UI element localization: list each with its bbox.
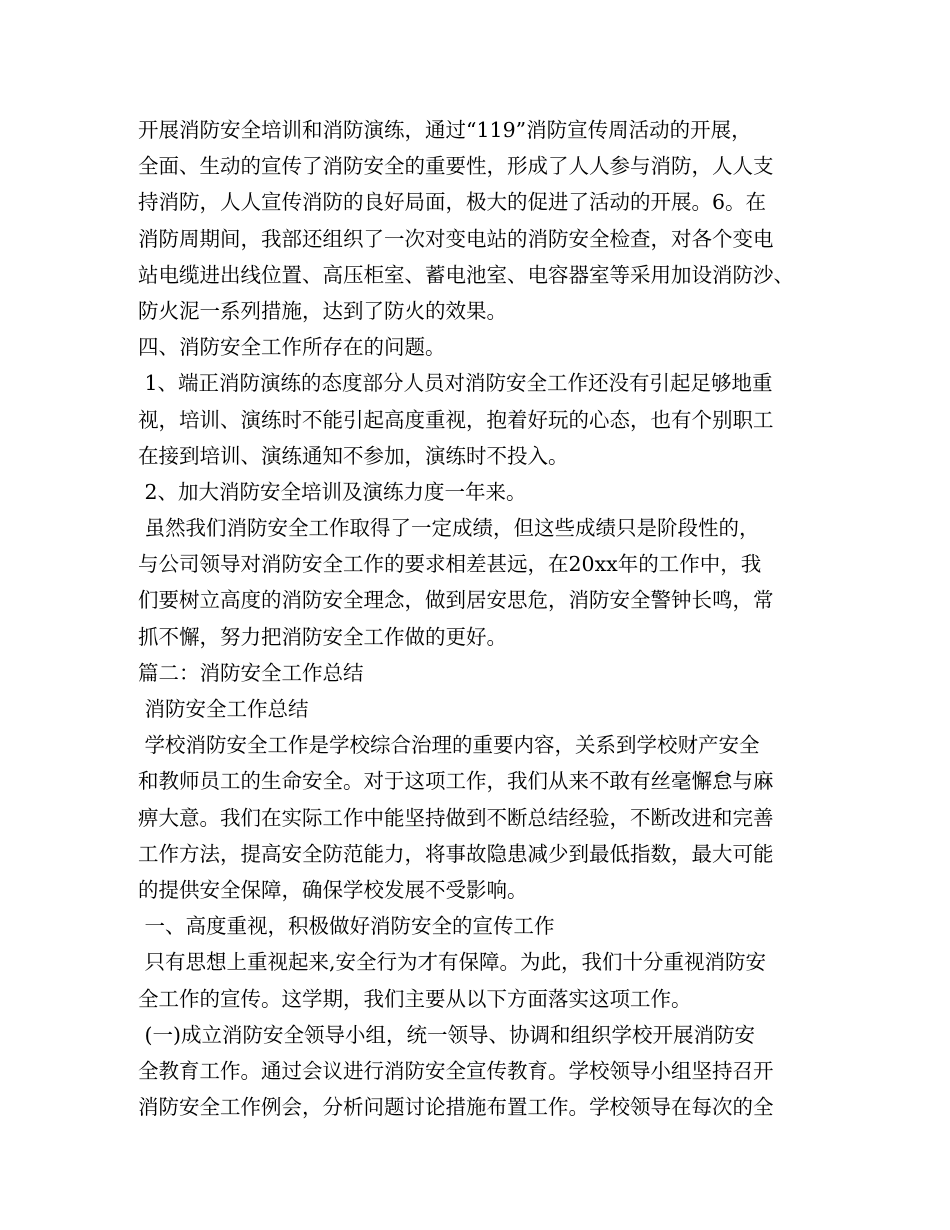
text-line-15: 抓不懈，努力把消防安全工作做的更好。	[138, 624, 507, 649]
text-line-14: 们要树立高度的消防安全理念，做到居安思危，消防安全警钟长鸣，常	[138, 588, 774, 613]
text-line-21: 工作方法，提高安全防范能力，将事故隐患减少到最低指数，最大可能	[138, 841, 774, 866]
text-line-5: 站电缆进出线位置、高压柜室、蓄电池室、电容器室等采用加设消防沙、	[138, 262, 794, 287]
document-page	[138, 112, 838, 1125]
chapter-title: 消防安全工作总结	[138, 697, 309, 721]
text-line-4: 消防周期间，我部还组织了一次对变电站的消防安全检查，对各个变电	[138, 226, 774, 251]
text-line-2: 全面、生动的宣传了消防安全的重要性，形成了人人参与消防，人人支	[138, 154, 774, 179]
text-line-9: 视，培训、演练时不能引起高度重视，抱着好玩的心态，也有个别职工	[138, 407, 774, 432]
text-line-10: 在接到培训、演练通知不参加，演练时不投入。	[138, 443, 569, 468]
text-line-18: 学校消防安全工作是学校综合治理的重要内容，关系到学校财产安全	[138, 733, 760, 758]
section-heading-publicity: 一、高度重视，积极做好消防安全的宣传工作	[138, 914, 555, 939]
text-line-22: 的提供安全保障，确保学校发展不受影响。	[138, 877, 528, 902]
text-line-24: 只有思想上重视起来,安全行为才有保障。为此，我们十分重视消防安	[138, 950, 767, 975]
text-line-13: 与公司领导对消防安全工作的要求相差甚远，在20xx年的工作中，我	[138, 552, 762, 577]
text-line-25: 全工作的宣传。这学期，我们主要从以下方面落实这项工作。	[138, 986, 692, 1011]
text-line-20: 痹大意。我们在实际工作中能坚持做到不断总结经验，不断改进和完善	[138, 805, 774, 830]
text-line-3: 持消防，人人宣传消防的良好局面，极大的促进了活动的开展。6。在	[138, 190, 767, 215]
text-line-19: 和教师员工的生命安全。对于这项工作，我们从来不敢有丝毫懈怠与麻	[138, 769, 774, 794]
section-heading-problems: 四、消防安全工作所存在的问题。	[138, 335, 446, 360]
chapter-heading-part-two: 篇二：消防安全工作总结	[138, 660, 364, 685]
text-line-1: 开展消防安全培训和消防演练，通过“119”消防宣传周活动的开展，	[138, 118, 752, 142]
text-line-26: (一)成立消防安全领导小组，统一领导、协调和组织学校开展消防安	[138, 1022, 756, 1047]
text-line-28: 消防安全工作例会，分析问题讨论措施布置工作。学校领导在每次的全	[138, 1095, 774, 1120]
text-line-11: 2、加大消防安全培训及演练力度一年来。	[138, 479, 527, 504]
text-line-6: 防火泥一系列措施，达到了防火的效果。	[138, 298, 507, 323]
text-line-12: 虽然我们消防安全工作取得了一定成绩，但这些成绩只是阶段性的，	[138, 516, 760, 541]
text-line-27: 全教育工作。通过会议进行消防安全宣传教育。学校领导小组坚持召开	[138, 1058, 774, 1083]
text-line-8: 1、端正消防演练的态度部分人员对消防安全工作还没有引起足够地重	[138, 371, 773, 396]
